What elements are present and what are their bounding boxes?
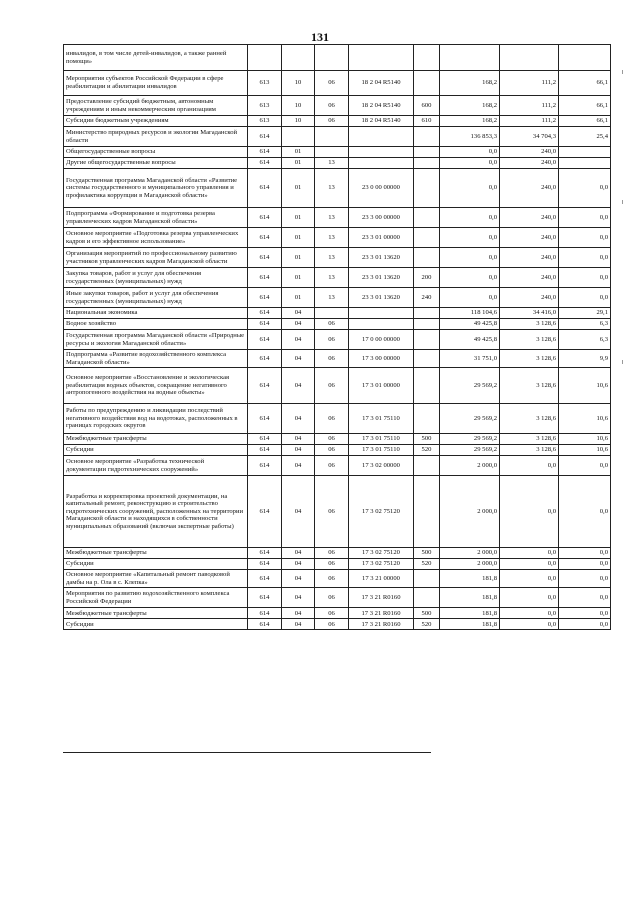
section-code [282, 45, 315, 71]
executed-amount: 111,2 [500, 116, 559, 127]
subsection-code: 06 [315, 548, 349, 559]
table-row [64, 476, 611, 548]
section-code: 10 [282, 96, 315, 116]
margin-mark [622, 200, 623, 204]
table-row [64, 169, 611, 208]
ministry-code: 614 [248, 368, 282, 404]
plan-amount: 49 425,8 [440, 319, 500, 330]
table-row [64, 288, 611, 308]
target-article-code: 17 3 21 R0160 [349, 588, 414, 608]
expense-type-code: 500 [414, 434, 440, 445]
table-row [64, 368, 611, 404]
subsection-code [315, 127, 349, 147]
row-name: Субсидии [64, 445, 248, 456]
section-code: 04 [282, 350, 315, 368]
subsection-code: 06 [315, 319, 349, 330]
ministry-code: 614 [248, 330, 282, 350]
ministry-code: 613 [248, 116, 282, 127]
expense-type-code [414, 570, 440, 588]
plan-amount: 2 000,0 [440, 548, 500, 559]
executed-amount: 0,0 [500, 559, 559, 570]
plan-amount: 0,0 [440, 208, 500, 228]
row-name: Межбюджетные трансферты [64, 548, 248, 559]
target-article-code [349, 45, 414, 71]
executed-amount: 3 128,6 [500, 319, 559, 330]
section-code: 04 [282, 608, 315, 619]
section-code: 04 [282, 308, 315, 319]
expense-type-code: 200 [414, 268, 440, 288]
row-name: Закупка товаров, работ и услуг для обеспечения государственных (муниципальных) нужд [64, 268, 248, 288]
expense-type-code [414, 588, 440, 608]
ministry-code: 614 [248, 559, 282, 570]
target-article-code: 18 2 04 R5140 [349, 116, 414, 127]
target-article-code: 18 2 04 R5140 [349, 96, 414, 116]
expense-type-code [414, 71, 440, 96]
executed-amount: 240,0 [500, 208, 559, 228]
row-name: Министерство природных ресурсов и экологии Магаданской области [64, 127, 248, 147]
row-name: Водное хозяйство [64, 319, 248, 330]
subsection-code: 13 [315, 248, 349, 268]
target-article-code: 23 3 01 13620 [349, 248, 414, 268]
margin-mark [622, 360, 623, 364]
subsection-code: 13 [315, 158, 349, 169]
target-article-code: 17 0 00 00000 [349, 330, 414, 350]
percent-executed: 0,0 [559, 608, 611, 619]
ministry-code: 614 [248, 456, 282, 476]
target-article-code: 17 3 02 00000 [349, 456, 414, 476]
executed-amount: 0,0 [500, 588, 559, 608]
plan-amount: 0,0 [440, 228, 500, 248]
executed-amount: 111,2 [500, 71, 559, 96]
row-name: Основное мероприятие «Восстановление и экологическая реабилитация водных объектов, сокращение негативного антропогенного воздействия на водные объекты» [64, 368, 248, 404]
subsection-code: 06 [315, 619, 349, 630]
plan-amount: 181,8 [440, 608, 500, 619]
row-name: Другие общегосударственные вопросы [64, 158, 248, 169]
table-row [64, 147, 611, 158]
table-row [64, 319, 611, 330]
percent-executed: 0,0 [559, 548, 611, 559]
section-code: 04 [282, 404, 315, 434]
plan-amount: 168,2 [440, 96, 500, 116]
expense-type-code: 520 [414, 619, 440, 630]
row-name: Мероприятия по развитию водохозяйственного комплекса Российской Федерации [64, 588, 248, 608]
table-row [64, 127, 611, 147]
percent-executed: 25,4 [559, 127, 611, 147]
percent-executed [559, 158, 611, 169]
row-name: инвалидов, в том числе детей-инвалидов, а также ранней помощи» [64, 45, 248, 71]
section-code: 04 [282, 559, 315, 570]
expense-type-code [414, 228, 440, 248]
plan-amount [440, 45, 500, 71]
executed-amount: 0,0 [500, 548, 559, 559]
section-code: 01 [282, 268, 315, 288]
target-article-code: 17 3 01 00000 [349, 368, 414, 404]
section-code: 10 [282, 116, 315, 127]
plan-amount: 29 569,2 [440, 368, 500, 404]
subsection-code: 06 [315, 96, 349, 116]
percent-executed: 29,1 [559, 308, 611, 319]
executed-amount: 3 128,6 [500, 330, 559, 350]
budget-table [63, 44, 611, 630]
executed-amount [500, 45, 559, 71]
plan-amount: 136 853,3 [440, 127, 500, 147]
section-code: 04 [282, 456, 315, 476]
section-code: 01 [282, 169, 315, 208]
row-name: Разработка и корректировка проектной документации, на капитальный ремонт, реконструкцию и строительство гидротехнических сооружений, расположенных на территории Магаданской области и находящихся в собственности муниципальных образований (включая экспертные работы) [64, 476, 248, 548]
table-row [64, 116, 611, 127]
target-article-code [349, 147, 414, 158]
plan-amount: 49 425,8 [440, 330, 500, 350]
target-article-code: 17 3 02 75120 [349, 548, 414, 559]
subsection-code: 13 [315, 169, 349, 208]
row-name: Иные закупки товаров, работ и услуг для обеспечения государственных (муниципальных) нужд [64, 288, 248, 308]
ministry-code: 614 [248, 228, 282, 248]
expense-type-code [414, 330, 440, 350]
table-row [64, 445, 611, 456]
percent-executed: 6,3 [559, 330, 611, 350]
expense-type-code: 600 [414, 96, 440, 116]
subsection-code [315, 308, 349, 319]
ministry-code: 614 [248, 445, 282, 456]
row-name: Основное мероприятие «Подготовка резерва управленческих кадров и его эффективное использование» [64, 228, 248, 248]
percent-executed: 0,0 [559, 588, 611, 608]
percent-executed: 10,6 [559, 445, 611, 456]
expense-type-code [414, 248, 440, 268]
row-name: Субсидии бюджетным учреждениям [64, 116, 248, 127]
plan-amount: 0,0 [440, 288, 500, 308]
section-code: 04 [282, 619, 315, 630]
row-name: Подпрограмма «Развитие водохозяйственного комплекса Магаданской области» [64, 350, 248, 368]
expense-type-code [414, 404, 440, 434]
ministry-code: 614 [248, 169, 282, 208]
row-name: Предоставление субсидий бюджетным, автономным учреждениям и иным некоммерческим организациям [64, 96, 248, 116]
expense-type-code: 240 [414, 288, 440, 308]
subsection-code: 13 [315, 228, 349, 248]
expense-type-code [414, 308, 440, 319]
row-name: Основное мероприятие «Разработка технической документации гидротехнических сооружений» [64, 456, 248, 476]
expense-type-code [414, 127, 440, 147]
executed-amount: 3 128,6 [500, 445, 559, 456]
subsection-code: 06 [315, 570, 349, 588]
target-article-code: 17 3 21 R0160 [349, 608, 414, 619]
row-name: Межбюджетные трансферты [64, 608, 248, 619]
executed-amount: 34 704,3 [500, 127, 559, 147]
plan-amount: 2 000,0 [440, 456, 500, 476]
executed-amount: 240,0 [500, 248, 559, 268]
row-name: Субсидии [64, 619, 248, 630]
table-row [64, 45, 611, 71]
table-row [64, 208, 611, 228]
expense-type-code [414, 169, 440, 208]
plan-amount: 181,8 [440, 588, 500, 608]
table-row [64, 228, 611, 248]
subsection-code: 06 [315, 404, 349, 434]
expense-type-code [414, 368, 440, 404]
ministry-code: 614 [248, 548, 282, 559]
section-code: 01 [282, 158, 315, 169]
executed-amount: 240,0 [500, 158, 559, 169]
target-article-code: 17 3 21 R0160 [349, 619, 414, 630]
section-code: 04 [282, 548, 315, 559]
percent-executed: 0,0 [559, 559, 611, 570]
target-article-code: 18 2 04 R5140 [349, 71, 414, 96]
plan-amount: 181,8 [440, 570, 500, 588]
target-article-code: 23 3 01 13620 [349, 288, 414, 308]
executed-amount: 240,0 [500, 268, 559, 288]
percent-executed: 0,0 [559, 248, 611, 268]
percent-executed: 0,0 [559, 288, 611, 308]
ministry-code: 614 [248, 434, 282, 445]
row-name: Государственная программа Магаданской области «Природные ресурсы и экология Магаданской области» [64, 330, 248, 350]
subsection-code: 06 [315, 476, 349, 548]
expense-type-code [414, 208, 440, 228]
percent-executed: 0,0 [559, 268, 611, 288]
section-code: 01 [282, 288, 315, 308]
section-code: 01 [282, 147, 315, 158]
plan-amount: 29 569,2 [440, 445, 500, 456]
plan-amount: 0,0 [440, 147, 500, 158]
expense-type-code [414, 158, 440, 169]
target-article-code: 23 0 00 00000 [349, 169, 414, 208]
subsection-code: 06 [315, 559, 349, 570]
expense-type-code: 500 [414, 608, 440, 619]
row-name: Работы по предупреждению и ликвидации последствий негативного воздействия вод на водотоках, расположенных в границах городских округов [64, 404, 248, 434]
table-row [64, 350, 611, 368]
expense-type-code [414, 147, 440, 158]
ministry-code: 614 [248, 404, 282, 434]
section-code: 01 [282, 228, 315, 248]
ministry-code: 614 [248, 319, 282, 330]
subsection-code: 06 [315, 588, 349, 608]
section-code [282, 127, 315, 147]
section-code: 04 [282, 319, 315, 330]
executed-amount: 0,0 [500, 476, 559, 548]
subsection-code: 06 [315, 330, 349, 350]
expense-type-code [414, 45, 440, 71]
executed-amount: 3 128,6 [500, 434, 559, 445]
percent-executed: 0,0 [559, 456, 611, 476]
table-row [64, 158, 611, 169]
table-row [64, 330, 611, 350]
target-article-code [349, 308, 414, 319]
executed-amount: 3 128,6 [500, 368, 559, 404]
section-code: 04 [282, 570, 315, 588]
plan-amount: 0,0 [440, 158, 500, 169]
executed-amount: 0,0 [500, 619, 559, 630]
subsection-code: 13 [315, 288, 349, 308]
target-article-code: 17 3 21 00000 [349, 570, 414, 588]
plan-amount: 29 569,2 [440, 434, 500, 445]
executed-amount: 0,0 [500, 456, 559, 476]
ministry-code: 614 [248, 288, 282, 308]
ministry-code: 613 [248, 96, 282, 116]
executed-amount: 240,0 [500, 228, 559, 248]
section-code: 04 [282, 434, 315, 445]
row-name: Общегосударственные вопросы [64, 147, 248, 158]
subsection-code [315, 147, 349, 158]
table-row [64, 559, 611, 570]
percent-executed: 0,0 [559, 619, 611, 630]
margin-mark [622, 70, 623, 74]
section-code: 01 [282, 208, 315, 228]
subsection-code: 06 [315, 434, 349, 445]
expense-type-code: 500 [414, 548, 440, 559]
row-name: Организация мероприятий по профессиональному развитию участников управленческих кадров Магаданской области [64, 248, 248, 268]
target-article-code: 23 3 01 13620 [349, 268, 414, 288]
percent-executed: 0,0 [559, 570, 611, 588]
target-article-code: 17 3 02 75120 [349, 559, 414, 570]
page-number: 131 [311, 30, 329, 44]
section-code: 04 [282, 368, 315, 404]
target-article-code: 17 3 01 75110 [349, 434, 414, 445]
target-article-code [349, 127, 414, 147]
section-code: 04 [282, 588, 315, 608]
ministry-code: 614 [248, 570, 282, 588]
target-article-code: 17 3 01 75110 [349, 404, 414, 434]
target-article-code: 17 3 02 75120 [349, 476, 414, 548]
executed-amount: 111,2 [500, 96, 559, 116]
plan-amount: 168,2 [440, 116, 500, 127]
subsection-code: 06 [315, 71, 349, 96]
ministry-code: 614 [248, 350, 282, 368]
expense-type-code [414, 350, 440, 368]
subsection-code: 06 [315, 350, 349, 368]
plan-amount: 31 751,0 [440, 350, 500, 368]
plan-amount: 0,0 [440, 268, 500, 288]
plan-amount: 29 569,2 [440, 404, 500, 434]
subsection-code: 06 [315, 368, 349, 404]
expense-type-code: 520 [414, 445, 440, 456]
table-row [64, 588, 611, 608]
footer-rule [63, 752, 431, 753]
expense-type-code [414, 319, 440, 330]
ministry-code: 613 [248, 71, 282, 96]
plan-amount: 2 000,0 [440, 476, 500, 548]
ministry-code: 614 [248, 208, 282, 228]
executed-amount: 240,0 [500, 169, 559, 208]
plan-amount: 118 104,6 [440, 308, 500, 319]
percent-executed: 9,9 [559, 350, 611, 368]
subsection-code: 06 [315, 608, 349, 619]
section-code: 10 [282, 71, 315, 96]
subsection-code: 06 [315, 456, 349, 476]
table-row [64, 548, 611, 559]
table-row [64, 96, 611, 116]
executed-amount: 240,0 [500, 288, 559, 308]
table-row [64, 248, 611, 268]
percent-executed: 0,0 [559, 169, 611, 208]
percent-executed: 10,6 [559, 404, 611, 434]
executed-amount: 240,0 [500, 147, 559, 158]
row-name: Национальная экономика [64, 308, 248, 319]
table-row [64, 456, 611, 476]
executed-amount: 34 416,0 [500, 308, 559, 319]
ministry-code: 614 [248, 476, 282, 548]
row-name: Межбюджетные трансферты [64, 434, 248, 445]
table-row [64, 308, 611, 319]
ministry-code: 614 [248, 308, 282, 319]
executed-amount: 0,0 [500, 570, 559, 588]
target-article-code: 23 3 01 00000 [349, 228, 414, 248]
ministry-code: 614 [248, 158, 282, 169]
row-name: Субсидии [64, 559, 248, 570]
table-row [64, 268, 611, 288]
row-name: Подпрограмма «Формирование и подготовка резерва управленческих кадров Магаданской области» [64, 208, 248, 228]
plan-amount: 0,0 [440, 248, 500, 268]
ministry-code: 614 [248, 248, 282, 268]
target-article-code [349, 158, 414, 169]
percent-executed: 66,1 [559, 116, 611, 127]
section-code: 04 [282, 445, 315, 456]
plan-amount: 0,0 [440, 169, 500, 208]
table-row [64, 619, 611, 630]
ministry-code: 614 [248, 147, 282, 158]
percent-executed: 10,6 [559, 368, 611, 404]
ministry-code: 614 [248, 588, 282, 608]
percent-executed: 0,0 [559, 208, 611, 228]
subsection-code [315, 45, 349, 71]
plan-amount: 168,2 [440, 71, 500, 96]
ministry-code: 614 [248, 268, 282, 288]
section-code: 01 [282, 248, 315, 268]
row-name: Мероприятия субъектов Российской Федерации в сфере реабилитации и абилитации инвалидов [64, 71, 248, 96]
section-code: 04 [282, 330, 315, 350]
expense-type-code: 520 [414, 559, 440, 570]
table-row [64, 434, 611, 445]
table-row [64, 71, 611, 96]
ministry-code [248, 45, 282, 71]
plan-amount: 2 000,0 [440, 559, 500, 570]
row-name: Основное мероприятие «Капитальный ремонт паводковой дамбы на р. Ола в с. Клепка» [64, 570, 248, 588]
subsection-code: 06 [315, 116, 349, 127]
expense-type-code [414, 456, 440, 476]
ministry-code: 614 [248, 608, 282, 619]
percent-executed: 0,0 [559, 228, 611, 248]
percent-executed: 66,1 [559, 96, 611, 116]
executed-amount: 3 128,6 [500, 404, 559, 434]
percent-executed [559, 45, 611, 71]
table-row [64, 404, 611, 434]
budget-table-body [64, 45, 611, 630]
percent-executed [559, 147, 611, 158]
percent-executed: 0,0 [559, 476, 611, 548]
target-article-code [349, 319, 414, 330]
ministry-code: 614 [248, 619, 282, 630]
executed-amount: 0,0 [500, 608, 559, 619]
target-article-code: 17 3 00 00000 [349, 350, 414, 368]
table-row [64, 570, 611, 588]
percent-executed: 66,1 [559, 71, 611, 96]
plan-amount: 181,8 [440, 619, 500, 630]
section-code: 04 [282, 476, 315, 548]
expense-type-code [414, 476, 440, 548]
percent-executed: 10,6 [559, 434, 611, 445]
row-name: Государственная программа Магаданской области «Развитие системы государственного и муниципального управления и профилактика коррупции в Магаданской области» [64, 169, 248, 208]
expense-type-code: 610 [414, 116, 440, 127]
subsection-code: 13 [315, 268, 349, 288]
target-article-code: 23 3 00 00000 [349, 208, 414, 228]
percent-executed: 6,3 [559, 319, 611, 330]
table-row [64, 608, 611, 619]
subsection-code: 06 [315, 445, 349, 456]
ministry-code: 614 [248, 127, 282, 147]
target-article-code: 17 3 01 75110 [349, 445, 414, 456]
subsection-code: 13 [315, 208, 349, 228]
executed-amount: 3 128,6 [500, 350, 559, 368]
